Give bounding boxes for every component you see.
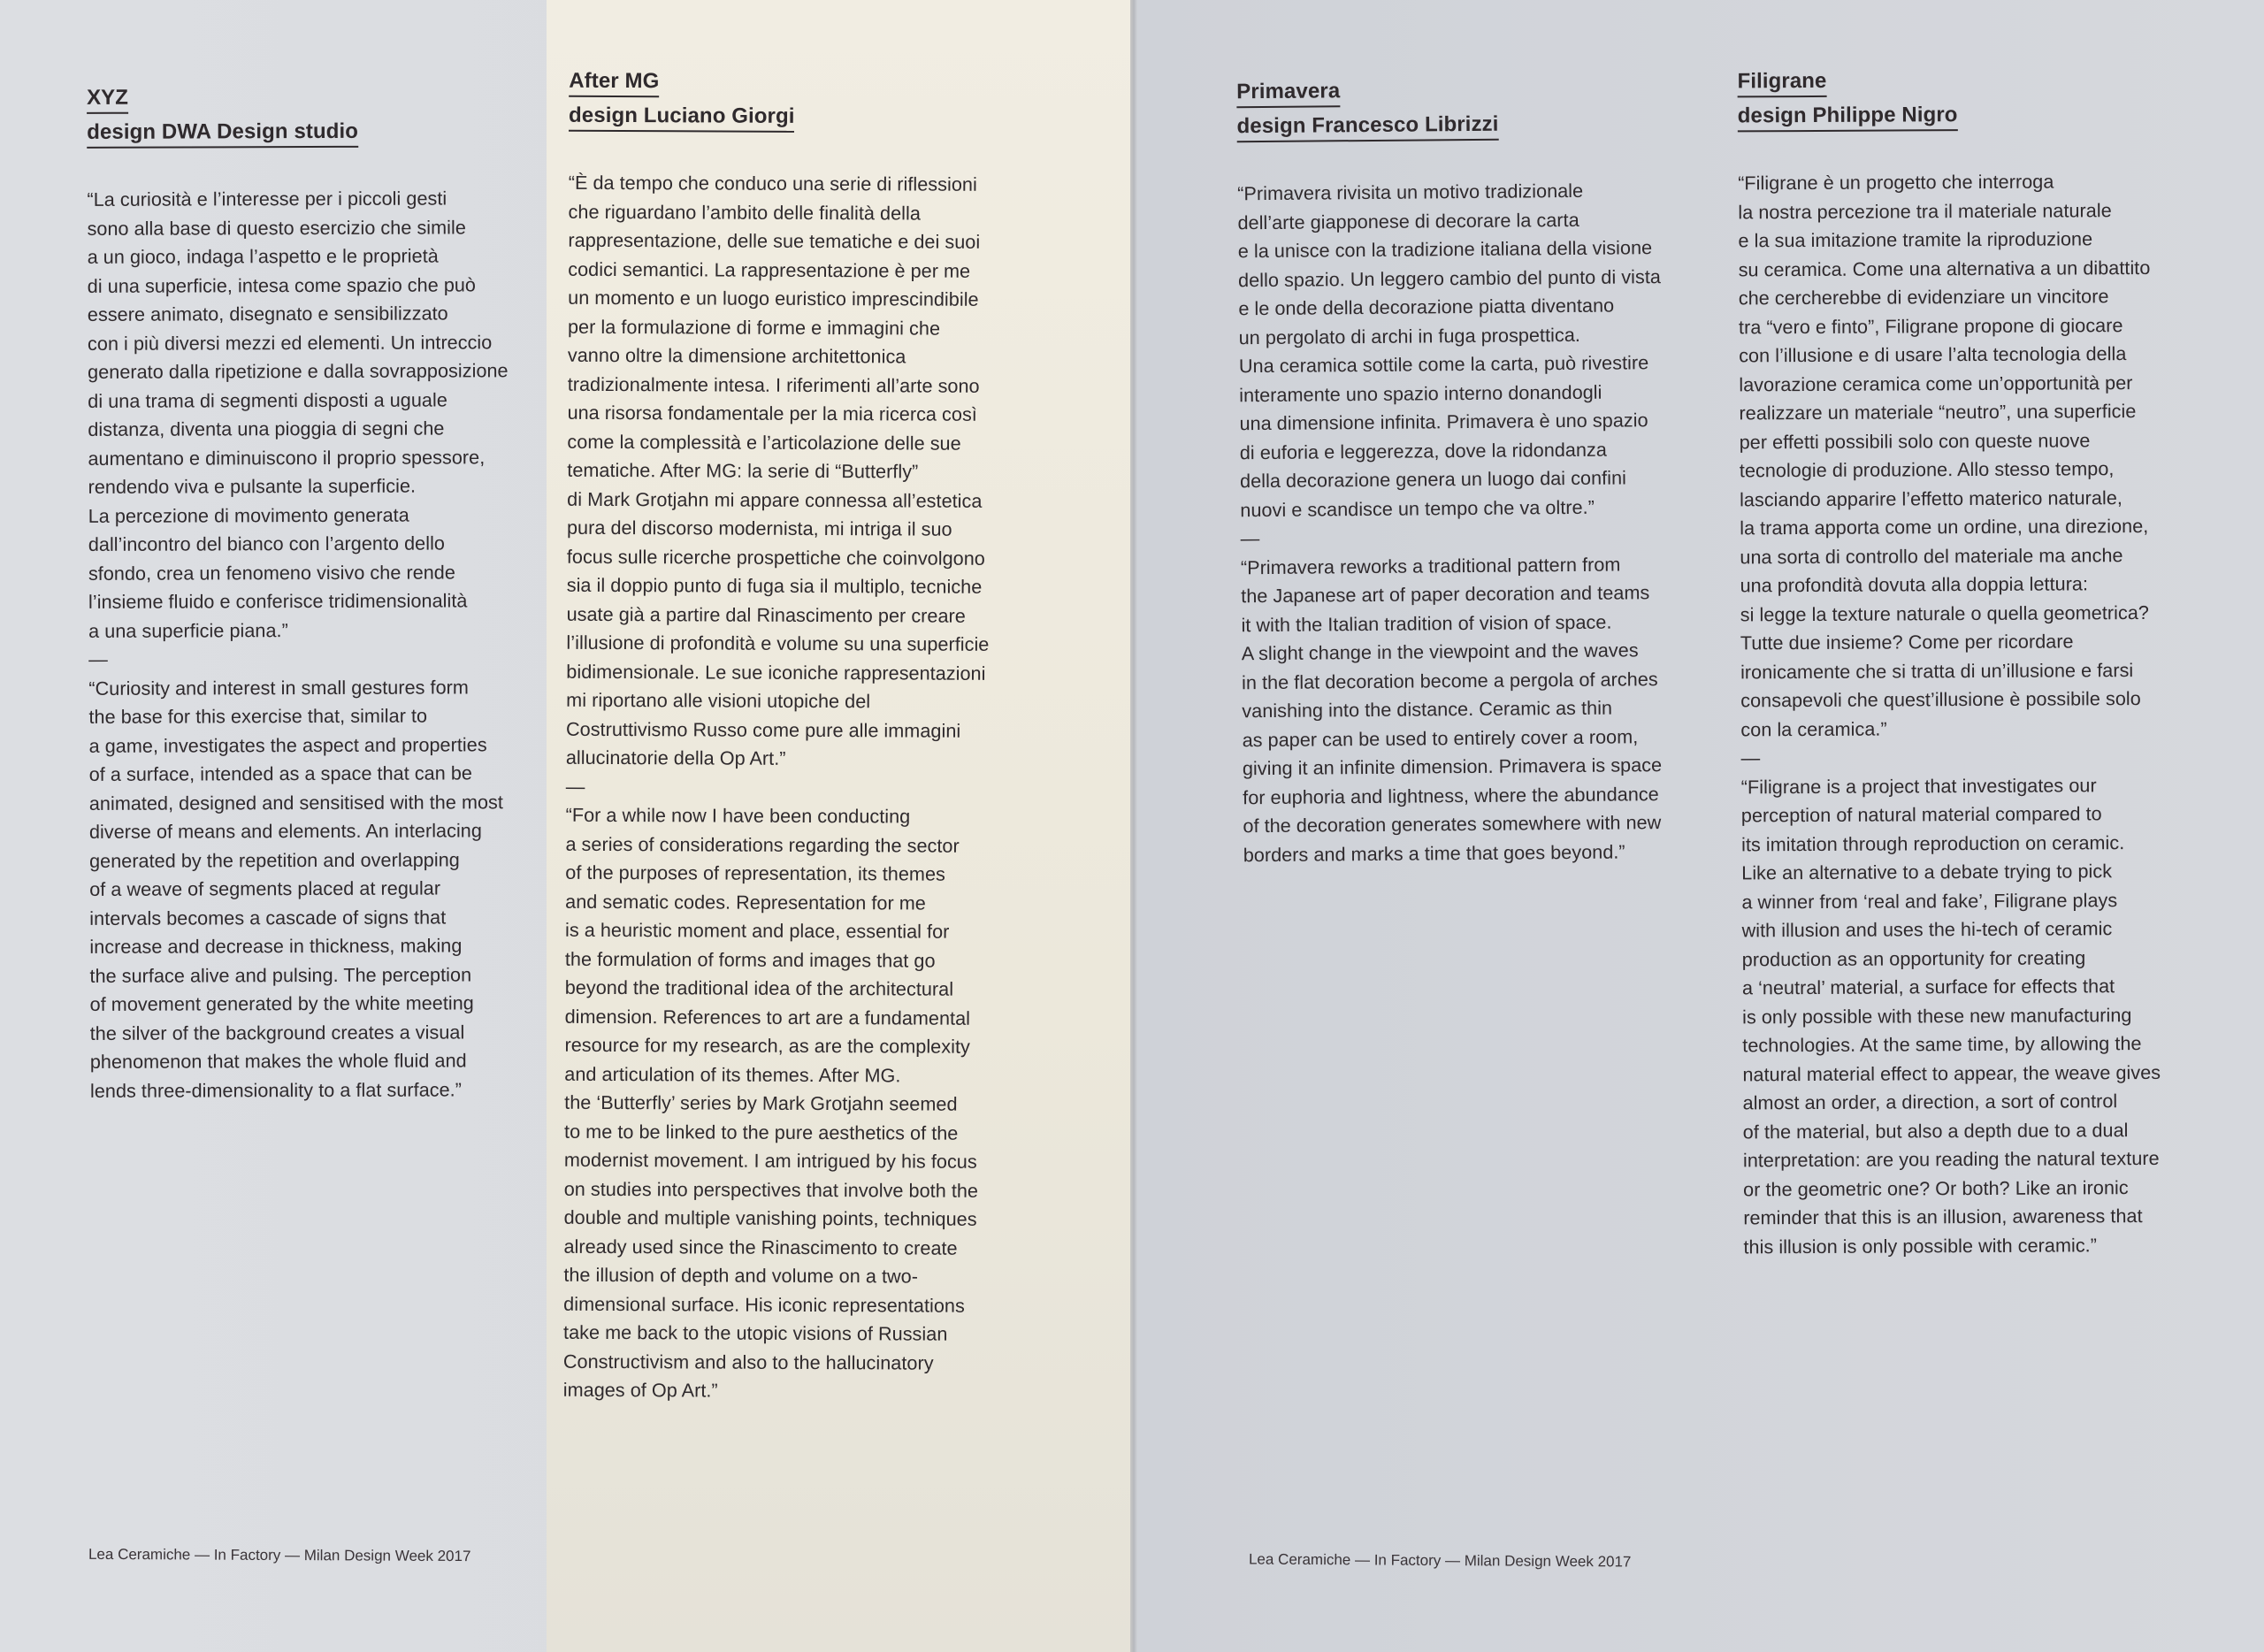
column-title: Filigrane: [1737, 68, 1826, 98]
column-designer: design DWA Design studio: [87, 119, 358, 149]
column-title: After MG: [569, 68, 659, 97]
column-primavera: [1236, 75, 1703, 870]
dash-separator: —: [1740, 746, 1761, 769]
column-filigrane: [1737, 66, 2221, 1262]
italian-text: “Primavera rivisita un motivo tradizionale dell’arte giapponese di decorare la carta e la unisce con la tradizione italiana della visione dello spazio. Un leggero cambio del punto di vista e le onde della decorazione piatta diventano un pergolato di archi in fuga prospettica. Una ceramica sottile come la carta, può rivestire interamente uno spazio interno donandogli una dimensione infinita. Primavera è uno spazio di euforia e leggerezza, dove la ridondanza della decorazione genera un luogo dai confini nuovi e scandisce un tempo che va oltre.”: [1237, 179, 1662, 521]
dash-separator: —: [88, 647, 108, 670]
dash-separator: —: [1240, 527, 1260, 550]
english-text: “Primavera reworks a traditional pattern from the Japanese art of paper decoration and teams it with the Italian tradition of vision of space. A slight change in the viewpoint and the waves in the flat decoration become a pergola of arches vanishing into the distance. Ceramic as thin as paper can be used to entirely cover a room, giving it an infinite dimension. Primavera is space for euphoria and lightness, where the abundance of the decoration generates somewhere with new borders and marks a time that goes beyond.”: [1240, 553, 1663, 866]
footer-right: Lea Ceramiche — In Factory — Milan Design Week 2017: [1248, 1550, 1632, 1571]
column-designer: design Francesco Librizzi: [1236, 111, 1498, 143]
column-designer: design Philippe Nigro: [1738, 102, 1958, 132]
italian-text: “È da tempo che conduco una serie di riflessioni che riguardano l’ambito delle finalità della rappresentazione, delle sue tematiche e dei suoi codici semantici. La rappresentazione è per me un momento e un luogo euristico imprescindibile per la formulazione di forme e immagini che vanno oltre la dimensione architettonica tradizionalmente intesa. I riferimenti all’arte sono una risorsa fondamentale per la mia ricerca così come la complessità e l’articolazione delle sue tematiche. After MG: la serie di “Butterfly” di Mark Grotjahn mi appare connessa all’estetica pura del discorso modernista, mi intriga il suo focus sulle ricerche prospettiche che coinvolgono sia il doppio punto di fuga sia il multiplo, tecniche usate già a partire dal Rinascimento per creare l’illusione di profondità e volume su una superficie bidimensionale. Le sue iconiche rappresentazioni mi riportano alle visioni utopiche del Costruttivismo Russo come pure alle immagini allucinatorie della Op Art.”: [565, 171, 990, 769]
column-title: Primavera: [1236, 78, 1340, 108]
column-title: XYZ: [87, 85, 128, 114]
english-text: “Filigrane is a project that investigates our perception of natural material compared to its imitation through reproduction on ceramic. Like an alternative to a debate trying to pick a winner from ‘real and fake’, Filigrane plays with illusion and uses the hi-tech of ceramic production as an opportunity for creating a ‘neutral’ material, a surface for effects that is only possible with these new manufacturing technologies. At the same time, by allowing the natural material effect to appear, the weave gives almost an order, a direction, a sort of control of the material, but also a depth due to a dual interpretation: are you reading the natural texture or the geometric one? Or both? Like an ironic reminder that this is an illusion, awareness that this illusion is only possible with ceramic.”: [1740, 773, 2161, 1258]
page-fold: [1130, 0, 1137, 1652]
dash-separator: —: [565, 775, 585, 798]
column-after-mg: [563, 68, 1065, 1407]
english-text: “Curiosity and interest in small gestures form the base for this exercise that, similar to a game, investigates the aspect and properties of a surface, intended as a space that can be animated, designed and sensitised with the most diverse of means and elements. An interlacing generated by the repetition and overlapping of a weave of segments placed at regular intervals becomes a cascade of signs that increase and decrease in thickness, making the surface alive and pulsing. The perception of movement generated by the white meeting the silver of the background creates a visual phenomenon that makes the whole fluid and lends three-dimensionality to a flat surface.”: [88, 675, 503, 1102]
english-text: “For a while now I have been conducting a series of considerations regarding the sector of the purposes of representation, its themes and sematic codes. Representation for me is a heuristic moment and place, essential for the formulation of forms and images that go beyond the traditional idea of the architectural dimension. References to art are a fundamental resource for my research, as are the complexity and articulation of its themes. After MG. the ‘Butterfly’ series by Mark Grotjahn seemed to me to be linked to the pure aesthetics of the modernist movement. I am intrigued by his focus on studies into perspectives that involve both the double and multiple vanishing points, techniques already used since the Rinascimento to create the illusion of depth and volume on a two- dimensional surface. His iconic representations take me back to the utopic visions of Russian Constructivism and also to the hallucinatory images of Op Art.”: [562, 803, 979, 1402]
footer-left: Lea Ceramiche — In Factory — Milan Design Week 2017: [88, 1545, 471, 1565]
italian-text: “Filigrane è un progetto che interroga la nostra percezione tra il materiale naturale e la sua imitazione tramite la riproduzione su ceramica. Come una alternativa a un dibattito che cercherebbe di evidenziare un vincitore tra “vero e finto”, Filigrane propone di giocare con l’illusione e di usare l’alta tecnologia della lavorazione ceramica come un’opportunità per realizzare un materiale “neutro”, una superficie per effetti possibili solo con queste nuove tecnologie di produzione. Allo stesso tempo, lasciando apparire l’effetto materico naturale, la trama apporta come un ordine, una direzione, una sorta di controllo del materiale ma anche una profondità dovuta alla doppia lettura: si legge la texture naturale o quella geometrica? Tutte due insieme? Come per ricordare ironicamente che si tratta di un’illusione e farsi consapevoli che quest’illusione è possibile solo con la ceramica.”: [1738, 170, 2151, 740]
column-xyz: [87, 83, 550, 1105]
italian-text: “La curiosità e l’interesse per i piccoli gesti sono alla base di questo esercizio che simile a un gioco, indaga l’aspetto e le proprietà di una superficie, intesa come spazio che può essere animato, disegnato e sensibilizzato con i più diversi mezzi ed elementi. Un intreccio generato dalla ripetizione e dalla sovrapposizione di una trama di segmenti disposti a uguale distanza, diventa una pioggia di segni che aumentano e diminuiscono il proprio spessore, rendendo viva e pulsante la superficie. La percezione di movimento generata dall’incontro del bianco con l’argento dello sfondo, crea un fenomeno visivo che rende l’insieme fluido e conferisce tridimensionalità a una superficie piana.”: [87, 187, 509, 642]
column-designer: design Luciano Giorgi: [569, 103, 795, 133]
